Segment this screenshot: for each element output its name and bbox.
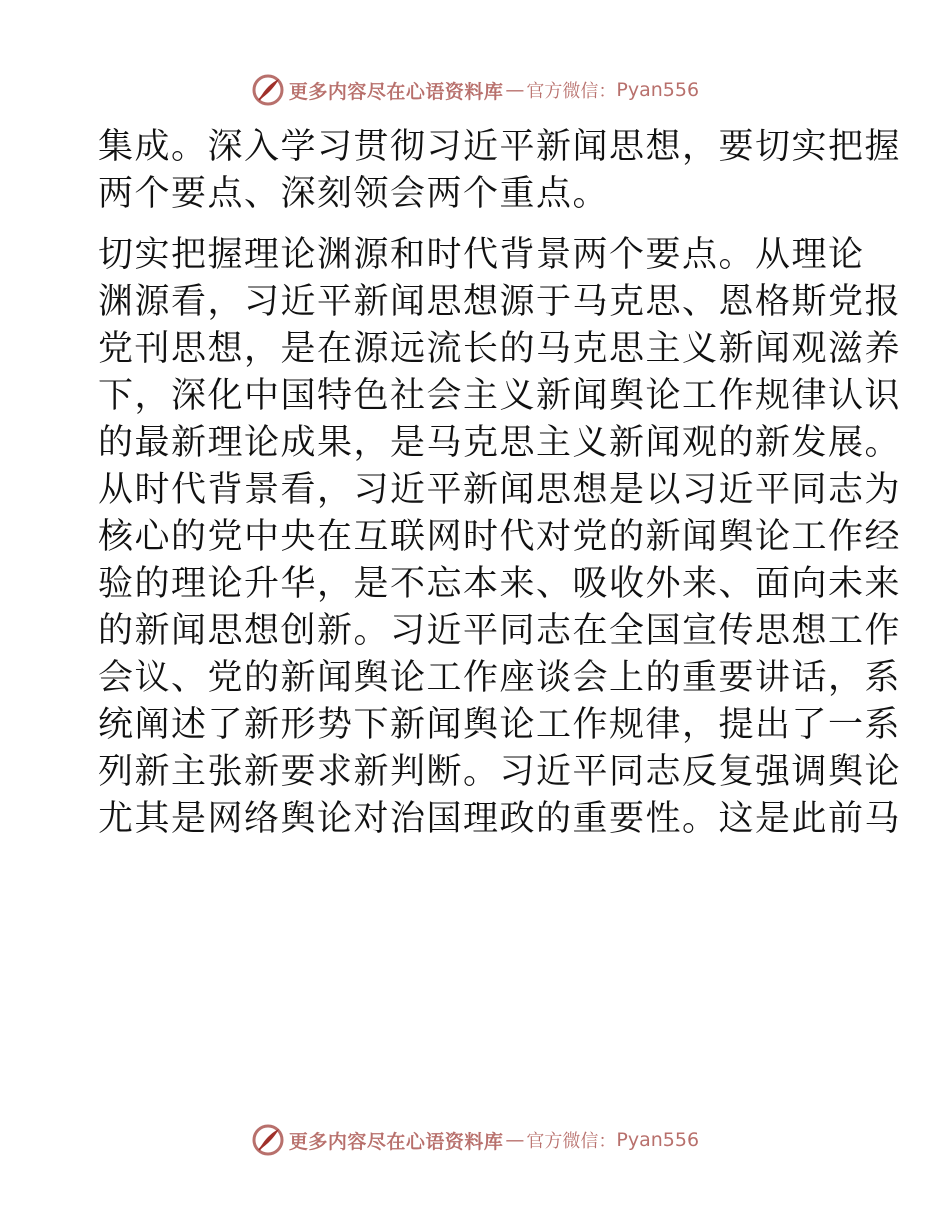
text-line: 切实把握理论渊源和时代背景两个要点。从理论 bbox=[98, 235, 865, 275]
paragraph-1 bbox=[98, 124, 902, 218]
watermark-dash: — bbox=[505, 1129, 525, 1151]
footer-watermark bbox=[0, 1122, 950, 1158]
text-line: 的新闻思想创新。习近平同志在全国宣传思想工作 bbox=[98, 611, 902, 651]
text-line: 统阐述了新形势下新闻舆论工作规律，提出了一系 bbox=[98, 705, 902, 745]
text-line: 列新主张新要求新判断。习近平同志反复强调舆论 bbox=[98, 752, 902, 792]
text-line: 会议、党的新闻舆论工作座谈会上的重要讲话，系 bbox=[98, 658, 902, 698]
text-line: 党刊思想，是在源远流长的马克思主义新闻观滋养 bbox=[98, 329, 902, 369]
header-watermark bbox=[0, 72, 950, 108]
text-line: 核心的党中央在互联网时代对党的新闻舆论工作经 bbox=[98, 517, 902, 557]
text-line: 的最新理论成果，是马克思主义新闻观的新发展。 bbox=[98, 423, 902, 463]
watermark-text: 更多内容尽在心语资料库 bbox=[288, 80, 504, 103]
text-line: 尤其是网络舆论对治国理政的重要性。这是此前马 bbox=[98, 799, 902, 839]
watermark-dash: — bbox=[505, 79, 525, 101]
text-line: 验的理论升华，是不忘本来、吸收外来、面向未来 bbox=[98, 564, 902, 604]
wechat-id: Pyan556 bbox=[616, 79, 700, 101]
feather-pen-icon bbox=[251, 73, 285, 107]
wechat-label: 官方微信： bbox=[526, 81, 617, 102]
text-line: 从时代背景看，习近平新闻思想是以习近平同志为 bbox=[98, 470, 902, 510]
feather-pen-icon bbox=[251, 1123, 285, 1157]
text-line: 渊源看，习近平新闻思想源于马克思、恩格斯党报 bbox=[98, 282, 902, 322]
text-line: 两个要点、深刻领会两个重点。 bbox=[98, 174, 610, 214]
watermark-text: 更多内容尽在心语资料库 bbox=[288, 1130, 504, 1153]
text-line: 下，深化中国特色社会主义新闻舆论工作规律认识 bbox=[98, 376, 902, 416]
document-body bbox=[98, 124, 902, 843]
wechat-id: Pyan556 bbox=[616, 1129, 700, 1151]
wechat-label: 官方微信： bbox=[526, 1131, 617, 1152]
text-line: 集成。深入学习贯彻习近平新闻思想，要切实把握 bbox=[98, 127, 902, 167]
paragraph-2 bbox=[98, 232, 902, 843]
